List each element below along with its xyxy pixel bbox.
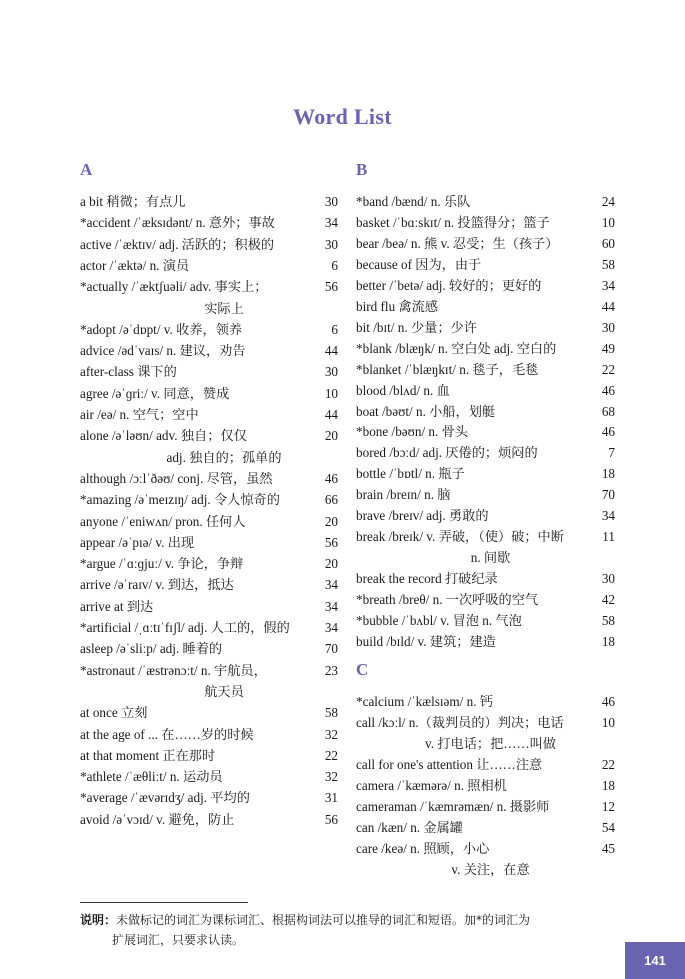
entry-text: *calcium /ˈkælsɪəm/ n. 钙 [356,693,493,709]
word-entry [80,404,338,426]
word-entry [356,463,615,485]
word-entry [80,255,338,277]
entry-page-number: 11 [602,529,615,545]
entry-page-number: 32 [324,769,338,785]
page-number: 141 [644,953,666,968]
entry-text: appear /əˈpɪə/ v. 出现 [80,534,195,550]
word-entry [356,505,615,527]
entry-text: *blanket /ˈblæŋkɪt/ n. 毯子，毛毯 [356,361,539,377]
entry-text: better /ˈbetə/ adj. 较好的；更好的 [356,277,542,293]
entry-page-number: 23 [324,662,338,678]
word-entry [356,796,615,818]
entry-text: anyone /ˈeniwʌn/ pron. 任何人 [80,513,246,529]
entry-page-number: 34 [324,598,338,614]
entry-page-number: 34 [324,620,338,635]
word-entry [356,338,615,360]
entry-continuation-text: adj. 独自的；孤单的 [166,449,282,465]
entry-text: *argue /ˈɑːɡjuː/ v. 争论，争辩 [80,556,244,572]
word-entry [80,553,338,575]
entry-page-number: 34 [601,508,615,524]
entry-page-number: 66 [324,492,338,508]
word-entry [356,610,615,632]
entry-page-number: 18 [601,633,615,649]
entry-page-number: 22 [324,747,338,763]
entry-page-number: 31 [324,790,338,806]
entry-text: can /kæn/ n. 金属罐 [356,819,463,835]
footnote-label: 说明： [80,913,117,927]
entry-page-number: 20 [324,513,338,529]
entry-text: air /eə/ n. 空气；空中 [80,407,199,422]
entry-page-number: 56 [324,534,338,550]
word-entry [356,442,615,464]
word-entry [80,361,338,383]
footnote [80,910,630,950]
entry-text: *breath /breθ/ n. 一次呼吸的空气 [356,592,539,608]
entry-page-number: 30 [324,236,338,252]
word-entry [356,712,615,734]
word-entry [80,745,338,767]
entry-continuation-text: n. 间歇 [470,550,511,566]
word-entry [356,296,615,318]
entry-text: advice /ədˈvaɪs/ n. 建议，劝告 [80,343,246,359]
entry-text: *bone /bəʊn/ n. 骨头 [356,424,468,440]
entry-text: break the record 打破纪录 [356,571,498,587]
section-letter: A [80,160,93,179]
entry-page-number: 46 [601,424,615,440]
word-entry [356,589,615,611]
word-entry [356,254,615,276]
entry-text: build /bɪld/ v. 建筑；建造 [356,633,496,649]
entry-continuation-text: v. 关注，在意 [451,861,530,877]
entry-text: after-class 课下的 [80,364,177,380]
entry-page-number: 46 [324,470,338,486]
word-entry [356,317,615,339]
word-entry [356,233,615,255]
word-entry [356,838,615,860]
word-entry [356,754,615,776]
entry-text: *astronaut /ˈæstrənɔːt/ n. 宇航员， [80,662,267,678]
entry-page-number: 68 [601,403,615,419]
entry-text: *average /ˈævərɪdʒ/ adj. 平均的 [80,790,250,806]
entry-page-number: 58 [601,613,615,628]
entry-text: arrive /əˈraɪv/ v. 到达，抵达 [80,577,234,593]
entry-text: basket /ˈbɑːskɪt/ n. 投篮得分；篮子 [356,214,550,230]
entry-page-number: 18 [601,466,615,482]
entry-text: care /keə/ n. 照顾，小心 [356,840,490,856]
entry-text: blood /blʌd/ n. 血 [356,382,450,398]
word-entry [80,766,338,788]
page-number-badge [625,942,685,979]
entry-page-number: 34 [324,215,338,231]
word-entry [356,631,615,653]
entry-page-number: 70 [324,641,338,657]
entry-text: asleep /əˈsliːp/ adj. 睡着的 [80,641,223,657]
word-entry [80,787,338,809]
word-entry [80,702,338,724]
footnote-line-2: 扩展词汇，只要求认读。 [112,933,245,947]
entry-text: call /kɔːl/ n.（裁判员的）判决；电话 [356,714,564,730]
page-title: Word List [293,104,392,129]
word-entry [356,380,615,402]
entry-page-number: 45 [601,840,615,856]
entry-text: *bubble /ˈbʌbl/ v. 冒泡 n. 气泡 [356,613,522,628]
word-entry [356,568,615,590]
entry-text: brain /breɪn/ n. 脑 [356,487,451,503]
entry-text: boat /bəʊt/ n. 小船，划艇 [356,403,496,419]
entry-page-number: 30 [601,571,615,587]
word-entry [80,617,338,639]
word-entry [80,574,338,596]
entry-page-number: 32 [324,726,338,742]
entry-text: cameraman /ˈkæmrəmæn/ n. 摄影师 [356,798,550,814]
entry-text: avoid /əˈvɔɪd/ v. 避免，防止 [80,811,235,827]
entry-page-number: 44 [601,298,615,314]
word-entry [80,489,338,511]
entry-page-number: 18 [601,777,615,793]
entry-page-number: 44 [324,407,338,422]
entry-text: bored /bɔːd/ adj. 厌倦的；烦闷的 [356,445,538,461]
entry-text: *amazing /əˈmeɪzɪŋ/ adj. 令人惊奇的 [80,492,280,508]
word-entry [356,484,615,506]
word-entry-continuation [356,547,615,569]
word-entry [80,809,338,831]
entry-text: bear /beə/ n. 熊 v. 忍受；生（孩子） [356,235,559,251]
section-letter: C [356,659,369,679]
entry-page-number: 10 [601,714,615,730]
section-letter: B [356,160,368,179]
word-entry [356,526,615,548]
entry-page-number: 54 [601,819,615,835]
entry-page-number: 58 [601,256,615,272]
entry-page-number: 20 [324,556,338,572]
entry-text: call for one's attention 让……注意 [356,756,543,772]
word-entry-continuation [80,681,338,703]
entry-page-number: 58 [324,705,338,721]
word-entry [80,532,338,554]
word-entry [356,275,615,297]
word-entry [80,724,338,746]
word-entry [80,191,338,213]
entry-page-number: 46 [601,382,615,398]
entry-page-number: 46 [601,693,615,709]
word-entry-continuation [80,298,338,320]
entry-text: brave /breɪv/ adj. 勇敢的 [356,508,489,524]
entry-page-number: 44 [324,343,338,359]
entry-text: at the age of ... 在……岁的时候 [80,726,254,742]
word-entry [356,691,615,713]
entry-text: because of 因为，由于 [356,256,482,272]
entry-text: bottle /ˈbɒtl/ n. 瓶子 [356,466,465,482]
entry-text: *artificial /ˌɑːtɪˈfɪʃl/ adj. 人工的，假的 [80,620,290,635]
word-entry [80,660,338,682]
entry-text: *athlete /ˈæθliːt/ n. 运动员 [80,769,223,785]
word-entry-continuation [356,859,615,881]
entry-text: a bit 稍微；有点儿 [80,194,186,209]
entry-page-number: 22 [601,756,615,772]
entry-page-number: 7 [608,445,615,461]
word-entry [356,212,615,234]
entry-page-number: 70 [601,487,615,503]
entry-text: arrive at 到达 [80,598,154,614]
word-entry [80,212,338,234]
entry-page-number: 30 [324,194,338,209]
entry-text: agree /əˈɡriː/ v. 同意，赞成 [80,385,230,401]
footnote-line-1: 未做标记的词汇为课标词汇、根据构词法可以推导的词汇和短语。加*的词汇为 [116,913,531,927]
entry-text: at that moment 正在那时 [80,747,216,763]
entry-page-number: 30 [601,319,615,335]
entry-page-number: 56 [324,279,338,295]
entry-page-number: 24 [601,194,615,209]
word-entry [80,383,338,405]
entry-page-number: 34 [324,577,338,593]
word-entry [80,425,338,447]
entry-page-number: 34 [601,277,615,293]
word-entry [80,638,338,660]
word-entry-continuation [356,733,615,755]
entry-text: *accident /ˈæksɪdənt/ n. 意外；事故 [80,215,275,231]
entry-text: *blank /blæŋk/ n. 空白处 adj. 空白的 [356,340,557,356]
entry-text: active /ˈæktɪv/ adj. 活跃的；积极的 [80,236,275,252]
word-entry [356,401,615,423]
entry-page-number: 10 [601,214,615,230]
word-entry [356,775,615,797]
word-entry [356,817,615,839]
entry-page-number: 42 [601,592,615,608]
entry-text: *adopt /əˈdɒpt/ v. 收养，领养 [80,321,243,337]
entry-continuation-text: v. 打电话；把……叫做 [424,735,557,751]
entry-page-number: 60 [601,235,615,251]
entry-text: *band /bænd/ n. 乐队 [356,194,471,209]
entry-text: actor /ˈæktə/ n. 演员 [80,257,190,273]
entry-page-number: 20 [324,428,338,444]
word-entry [356,191,615,213]
entry-text: bird flu 禽流感 [356,298,439,314]
entry-text: alone /əˈləʊn/ adv. 独自；仅仅 [80,428,247,444]
entry-text: at once 立刻 [80,705,148,721]
word-entry [80,234,338,256]
entry-page-number: 30 [324,364,338,380]
entry-page-number: 6 [331,257,338,273]
entry-text: although /ɔːlˈðəʊ/ conj. 尽管，虽然 [80,470,273,486]
entry-page-number: 12 [601,798,615,814]
entry-continuation-text: 航天员 [204,683,244,699]
word-entry [80,340,338,362]
entry-text: bit /bɪt/ n. 少量；少许 [356,319,477,335]
entry-page-number: 6 [331,321,338,337]
word-entry [356,421,615,443]
word-entry [80,511,338,533]
entry-page-number: 22 [601,361,615,377]
word-entry [80,276,338,298]
entry-continuation-text: 实际上 [204,300,244,316]
note-divider [80,902,248,903]
word-entry-continuation [80,447,338,469]
word-entry [80,468,338,490]
word-entry [356,359,615,381]
entry-page-number: 10 [324,385,338,401]
entry-text: break /breɪk/ v. 弄破，（使）破；中断 [356,529,564,545]
entry-text: camera /ˈkæmərə/ n. 照相机 [356,777,507,793]
word-entry [80,319,338,341]
entry-page-number: 56 [324,811,338,827]
word-entry [80,596,338,618]
entry-page-number: 49 [601,340,615,356]
entry-text: *actually /ˈæktʃuəli/ adv. 事实上； [80,279,268,295]
